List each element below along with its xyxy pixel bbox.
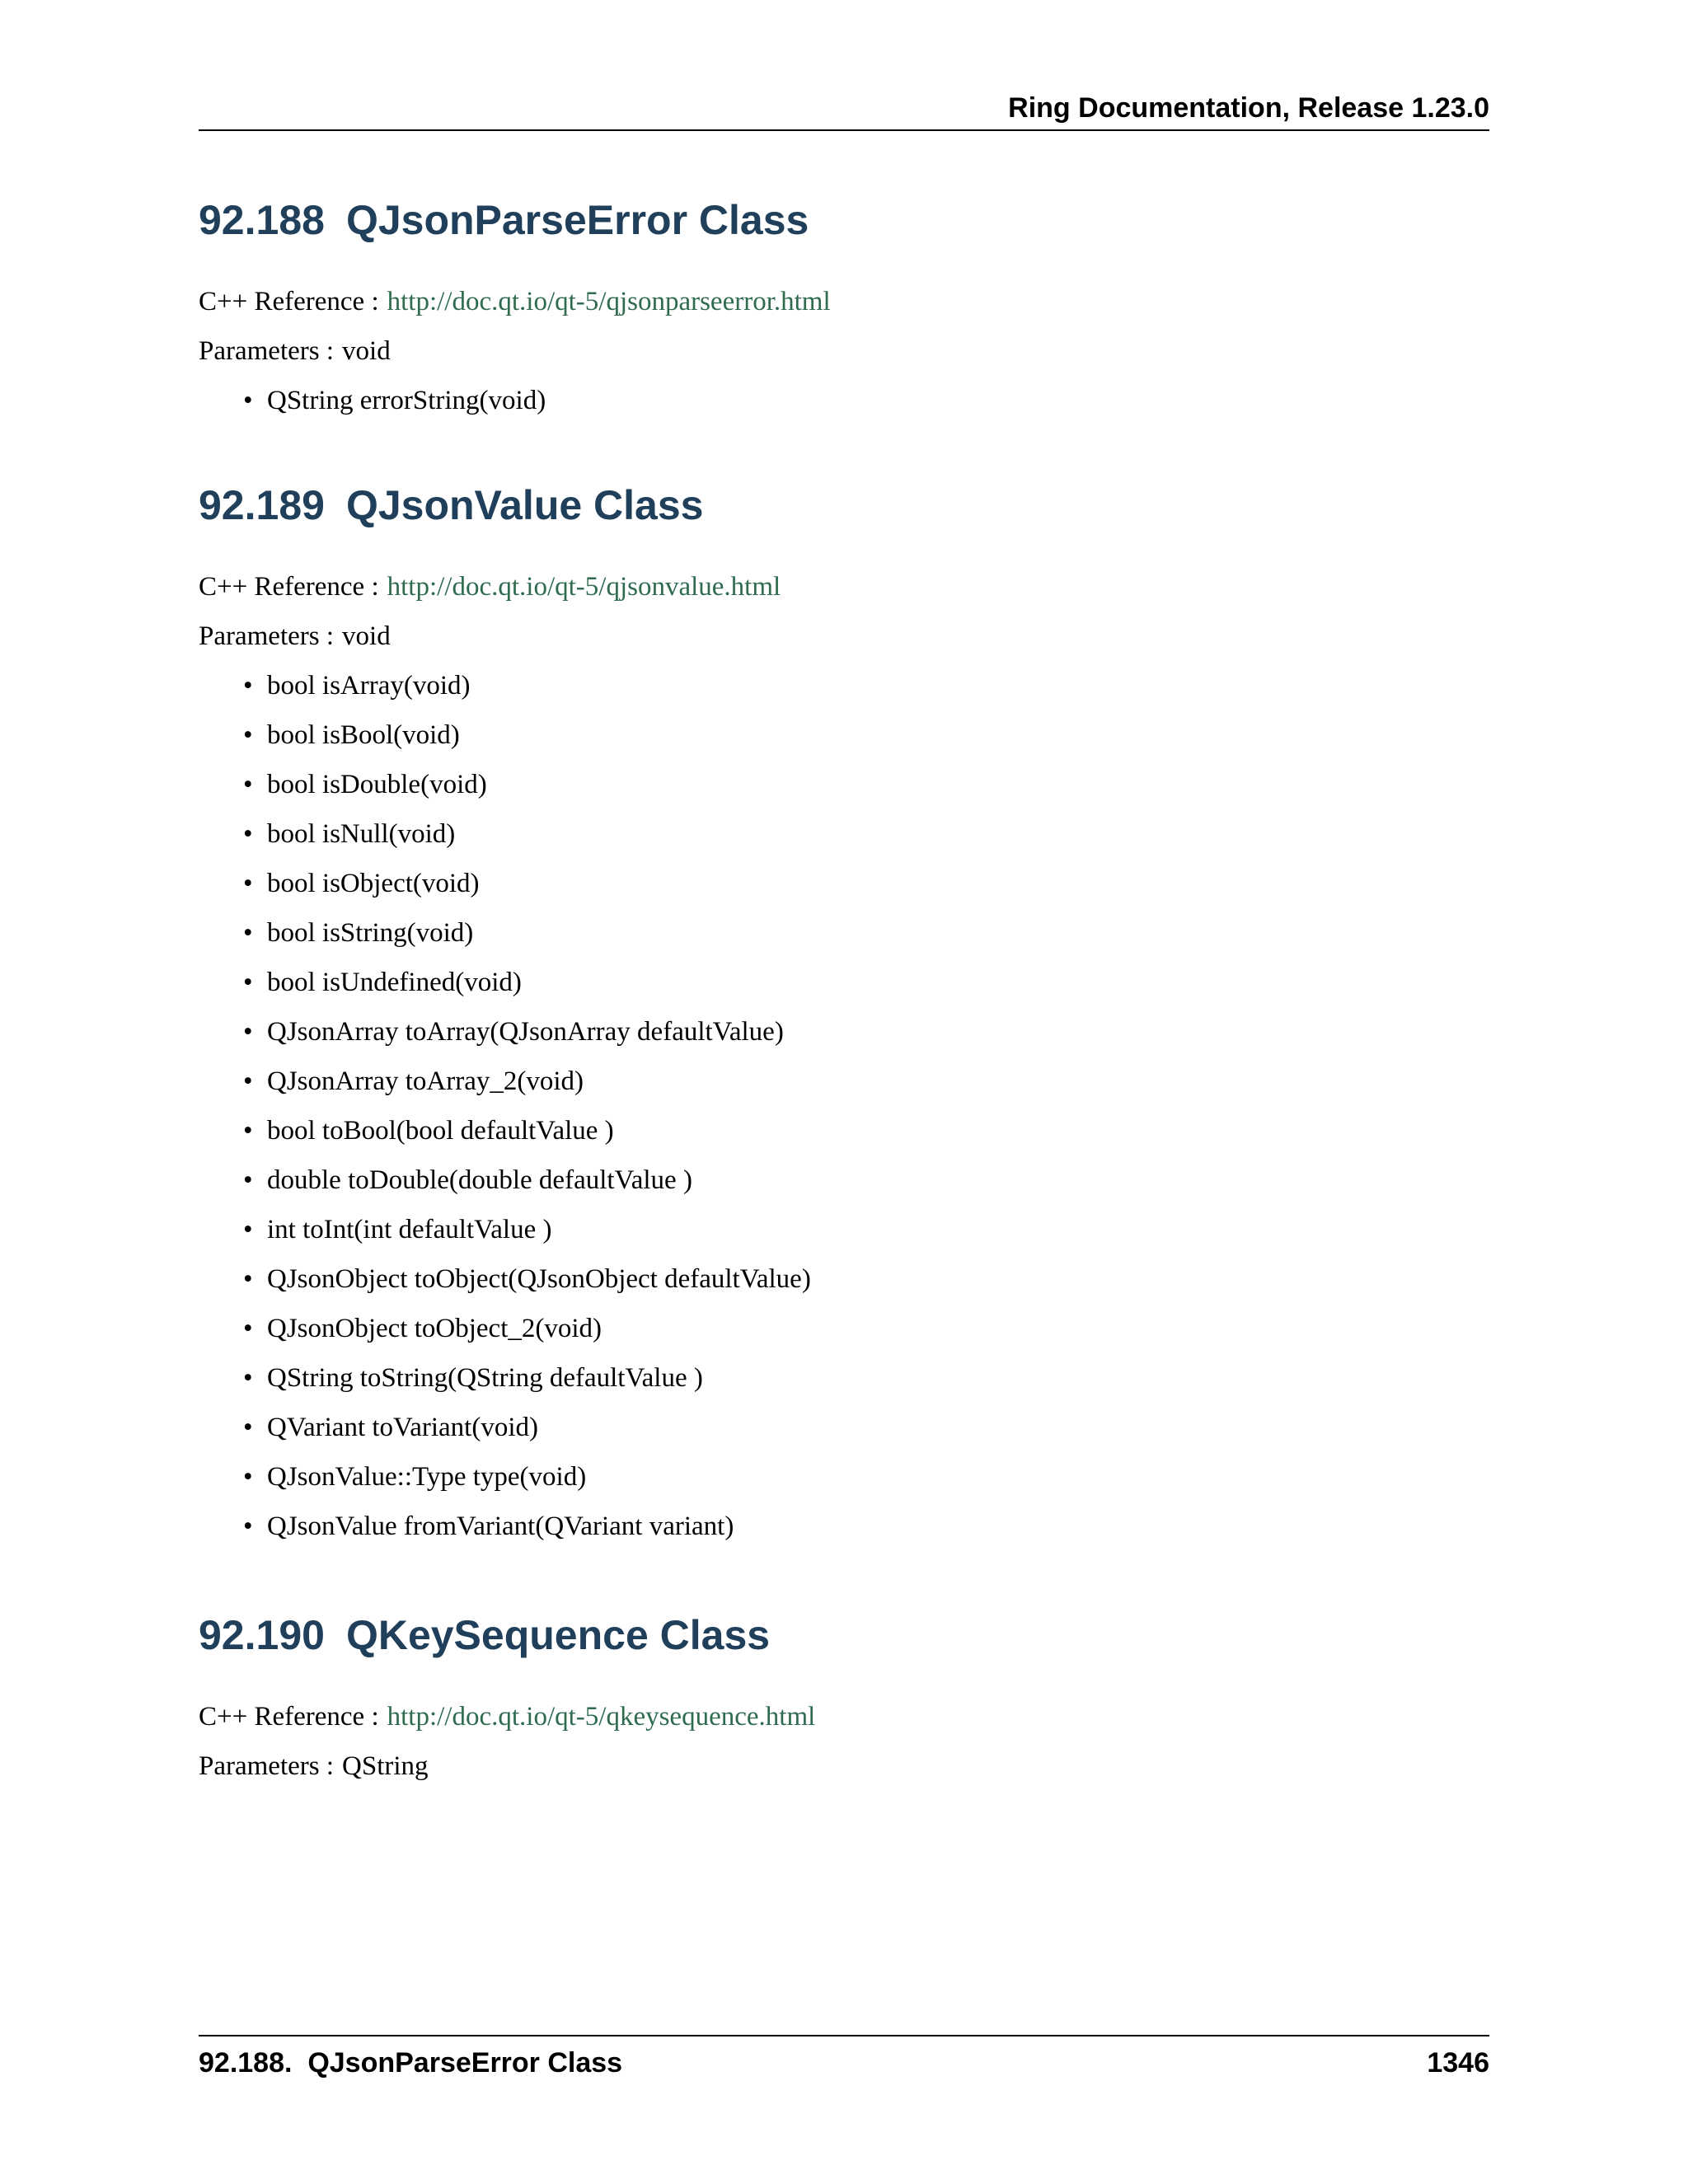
method-item: • bool isBool(void) [199, 722, 811, 771]
parameters-value: QString [342, 1751, 429, 1781]
method-list [199, 673, 811, 1563]
parameters-label: Parameters : [199, 1751, 335, 1781]
method-item: • bool isObject(void) [199, 870, 811, 920]
cpp-reference-line [199, 288, 831, 316]
page-number: 1346 [1427, 2047, 1489, 2079]
method-item: • bool toBool(bool defaultValue ) [199, 1118, 811, 1167]
footer-rule [199, 2035, 1489, 2036]
method-item: • bool isString(void) [199, 920, 811, 969]
cpp-reference-link[interactable]: http://doc.qt.io/qt-5/qjsonvalue.html [387, 572, 781, 602]
cpp-reference-label: C++ Reference : [199, 572, 379, 602]
method-item: • int toInt(int defaultValue ) [199, 1216, 811, 1266]
footer-section-title: 92.188. QJsonParseError Class [199, 2047, 623, 2079]
section-number: 92.189 [199, 482, 325, 528]
parameters-value: void [342, 621, 391, 651]
cpp-reference-link[interactable]: http://doc.qt.io/qt-5/qjsonparseerror.html [387, 287, 831, 316]
parameters-label: Parameters : [199, 336, 335, 366]
section-number: 92.188 [199, 197, 325, 243]
method-item: • QJsonObject toObject(QJsonObject defaultValue) [199, 1266, 811, 1315]
parameters-label: Parameters : [199, 621, 335, 651]
section-heading: QJsonValue Class [345, 482, 704, 528]
method-item: • QJsonObject toObject_2(void) [199, 1315, 811, 1365]
method-item: • double toDouble(double defaultValue ) [199, 1167, 811, 1216]
parameters-line [199, 623, 391, 650]
section-number: 92.190 [199, 1612, 325, 1658]
method-item: • QJsonArray toArray(QJsonArray defaultValue) [199, 1019, 811, 1068]
header-rule [199, 129, 1489, 131]
method-item: • QJsonValue fromVariant(QVariant variant) [199, 1513, 811, 1563]
method-item: • QJsonValue::Type type(void) [199, 1464, 811, 1513]
cpp-reference-link[interactable]: http://doc.qt.io/qt-5/qkeysequence.html [387, 1702, 816, 1732]
cpp-reference-line [199, 1704, 815, 1731]
method-item: • bool isUndefined(void) [199, 969, 811, 1019]
method-item: • QString errorString(void) [199, 387, 546, 437]
parameters-value: void [342, 336, 391, 366]
method-item: • bool isArray(void) [199, 673, 811, 722]
method-item: • QString toString(QString defaultValue ) [199, 1365, 811, 1414]
method-item: • bool isDouble(void) [199, 771, 811, 821]
parameters-line [199, 338, 391, 365]
section-heading: QKeySequence Class [345, 1612, 771, 1658]
running-header: Ring Documentation, Release 1.23.0 [1008, 92, 1489, 124]
document-page [199, 0, 1489, 2184]
method-item: • QVariant toVariant(void) [199, 1414, 811, 1464]
section-title [199, 482, 704, 528]
method-list [199, 387, 546, 437]
cpp-reference-line [199, 574, 781, 601]
parameters-line [199, 1753, 429, 1780]
section-title [199, 1612, 771, 1658]
section-heading: QJsonParseError Class [345, 197, 809, 243]
method-item: • QJsonArray toArray_2(void) [199, 1068, 811, 1118]
cpp-reference-label: C++ Reference : [199, 1702, 379, 1732]
section-title [199, 199, 809, 241]
method-item: • bool isNull(void) [199, 821, 811, 870]
cpp-reference-label: C++ Reference : [199, 287, 379, 316]
